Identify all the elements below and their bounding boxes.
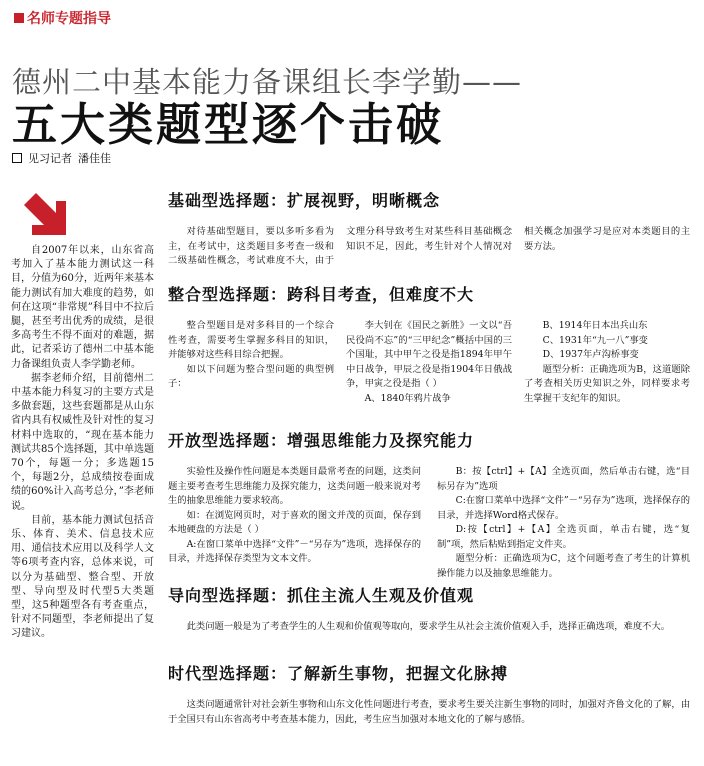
section-body — [168, 698, 690, 744]
section-title: 基础型选择题：扩展视野，明晰概念 — [168, 191, 441, 210]
byline — [12, 150, 111, 166]
square-bullet-icon — [14, 13, 24, 23]
reporter-name: 潘佳佳 — [78, 152, 111, 165]
article-headline: 五大类题型逐个击破 — [12, 98, 445, 151]
section-option: C:在窗口菜单中选择“文件”－“另存为”选项，选择保存的目录，并选择Word格式保存。 — [437, 495, 690, 521]
section-integrated — [168, 282, 690, 407]
reporter-label: 见习记者 — [28, 152, 72, 165]
section-paragraph: 此类问题一般是为了考查学生的人生观和价值观等取向，要求学生从社会主流价值观入手，选择正确选项，难度不大。 — [186, 621, 671, 632]
section-title: 时代型选择题：了解新生事物，把握文化脉搏 — [168, 664, 509, 683]
section-paragraph: 李大钊在《国民之新胜》一文以“吾民役尚不忘”的“三甲纪念”概括中国的三个国耻，其中甲午之役是指1894年甲午中日战争，甲辰之役是指1904年日俄战争，甲寅之役是指（ ） — [346, 320, 512, 389]
section-open — [168, 428, 690, 583]
section-option: B、1914年日本出兵山东 — [542, 320, 648, 331]
section-option: A:在窗口菜单中选择“文件”－“另存为”选项，选择保存的目录，并选择保存类型为文本文件。 — [168, 538, 421, 564]
section-paragraph: 这类问题通常针对社会新生事物和山东文化性问题进行考查，要求考生要关注新生事物的同时，加强对齐鲁文化的了解，由于全国只有山东省高考中考查基本能力，因此，考生应当加强对本地文化的了解与感悟。 — [168, 699, 690, 725]
intro-column — [11, 244, 154, 642]
section-contemporary — [168, 661, 690, 744]
section-paragraph: 对待基础型题目，要以多听多看为主，在考试中，这类题目多考查一级和二级基础性概念，考试难度不大，由于文理分科导致考生对某些科目基础概念知识不足，因此，考生针对个人情况对相关概念加强学习是应对本类题目的主要方法。 — [168, 226, 690, 266]
section-body — [168, 465, 690, 583]
column-tag — [14, 8, 111, 28]
section-option: B：按【ctrl】+【A】全选页面，然后单击右键，选“目标另存为”选项 — [437, 466, 690, 492]
section-option: C、1931年“九一八”事变 — [542, 334, 648, 346]
column-tag-label: 名师专题指导 — [27, 11, 111, 27]
square-outline-icon — [12, 153, 22, 163]
section-body — [168, 319, 690, 407]
intro-paragraph: 自2007年以来，山东省高考加入了基本能力测试这一科目，分值为60分，近两年来基本能力测试有加大难度的趋势，如何在这项“非常规”科目中不拉后腿，甚至考出优秀的成绩，是很多高考生不得不面对的难题，据此，记者采访了德州二中基本能力备课组负责人李学勤老师。 — [11, 245, 154, 370]
section-guiding — [168, 583, 690, 652]
section-title: 开放型选择题：增强思维能力及探究能力 — [168, 431, 475, 450]
section-title: 整合型选择题：跨科目考查，但难度不大 — [168, 285, 475, 304]
intro-paragraph: 据李老师介绍，目前德州二中基本能力科复习的主要方式是多做套题，这些套题都是从山东省内具有权威性及针对性的复习材料中选取的，“现在基本能力测试共85个选择题，其中单选题70个，每题一分；多选题15个，每题2分，总成绩按卷面成绩的60%计入高考总分，”李老师说。 — [11, 372, 154, 512]
red-arrow-icon — [24, 193, 70, 239]
section-body — [168, 620, 690, 652]
section-title: 导向型选择题：抓住主流人生观及价值观 — [168, 586, 475, 605]
section-paragraph: 实验性及操作性问题是本类题目最常考查的问题，这类问题主要考查考生思维能力及探究能力，这类问题一般来说对考生的抽象思维能力要求较高。 — [168, 466, 421, 506]
section-option: D:按【ctrl】+【A】全选页面，单击右键，选“复制”项，然后粘贴到指定文件夹。 — [437, 524, 690, 550]
section-paragraph: 题型分析：正确选项为C，这个问题考查了考生的计算机操作能力以及抽象思维能力。 — [437, 553, 690, 579]
intro-paragraph: 目前，基本能力测试包括音乐、体育、美术、信息技术应用、通信技术应用以及科学人文等6项考查内容，总体来说，可以分为基础型、整合型、开放型、导向型及时代型5大类题型，这5种题型各有考查重点，针对不同题型，李老师提出了复习建议。 — [11, 514, 154, 640]
section-paragraph: 如：在浏览网页时，对于喜欢的图文并茂的页面，保存到本地硬盘的方法是（ ） — [168, 509, 421, 535]
section-basic — [168, 188, 690, 271]
section-paragraph: 如以下问题为整合型问题的典型例子： — [168, 363, 334, 389]
section-body — [168, 225, 690, 271]
section-option: D、1937年卢沟桥事变 — [542, 349, 639, 360]
section-paragraph: 题型分析：正确选项为B，这道题除了考查相关历史知识之外，同样要求考生掌握干支纪年的知识。 — [524, 363, 690, 404]
article-subtitle: 德州二中基本能力备课组长李学勤—— — [12, 65, 523, 99]
section-paragraph: 整合型题目是对多科目的一个综合性考查，需要考生掌握多科目的知识，并能够对这些科目综合把握。 — [168, 320, 334, 360]
section-option: A、1840年鸦片战争 — [364, 392, 451, 404]
